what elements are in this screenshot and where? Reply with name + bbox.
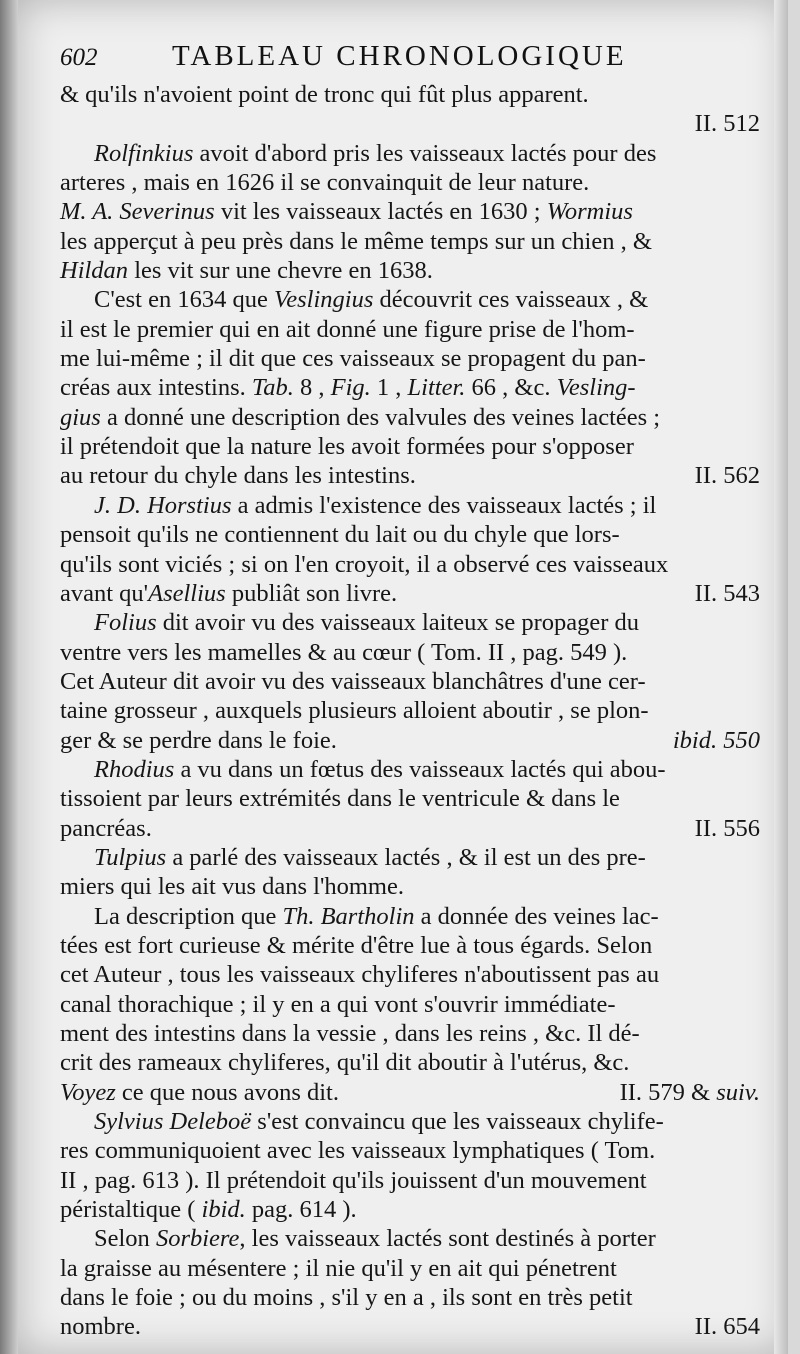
text-line: Rolfinkius avoit d'abord pris les vaisseaux lactés pour des xyxy=(94,139,657,167)
text-line: les apperçut à peu près dans le même temps sur un chien , & xyxy=(60,227,652,255)
text-line: crit des rameaux chyliferes, qu'il dit aboutir à l'utérus, &c. xyxy=(60,1049,630,1077)
author-name: Sylvius Deleboë xyxy=(94,1108,252,1136)
page-number: 602 xyxy=(60,44,98,71)
text-line: Selon Sorbiere, les vaisseaux lactés sont destinés à porter xyxy=(94,1225,656,1253)
text-line: & qu'ils n'avoient point de tronc qui fût plus apparent. xyxy=(60,81,589,108)
text-line: dans le foie ; ou du moins , s'il y en a , ils sont en très petit xyxy=(60,1284,633,1312)
author-name: Th. Bartholin xyxy=(282,902,415,930)
page-header xyxy=(60,38,760,78)
text-line: Sylvius Deleboë s'est convaincu que les vaisseaux chylife- xyxy=(94,1108,664,1136)
author-name: Veslingius xyxy=(273,286,374,314)
text-line: nombre. II. 654 xyxy=(60,1313,760,1341)
volume-reference: II. 512 xyxy=(694,110,760,138)
author-name: Asellius xyxy=(148,579,226,607)
text-line: il est le premier qui en ait donné une figure prise de l'hom- xyxy=(60,315,635,343)
text-line: res communiquoient avec les vaisseaux lymphatiques ( Tom. xyxy=(60,1137,656,1165)
text-line: Cet Auteur dit avoir vu des vaisseaux blanchâtres d'une cer- xyxy=(60,667,646,695)
text-line: ger & se perdre dans le foie. ibid. 550 xyxy=(60,726,760,754)
text-line: qu'ils sont viciés ; si on l'en croyoit, il a observé ces vaisseaux xyxy=(60,550,669,578)
text-line: Tulpius a parlé des vaisseaux lactés , & il est un des pre- xyxy=(94,843,646,871)
author-name: gius xyxy=(60,403,101,431)
author-name: Rhodius xyxy=(94,755,175,783)
text-line: tées est fort curieuse & mérite d'être lue à tous égards. Selon xyxy=(60,931,653,959)
author-name: Sorbiere xyxy=(155,1225,240,1253)
text-line: M. A. Severinus vit les vaisseaux lactés en 1630 ; Wormius xyxy=(60,198,633,226)
text-line: C'est en 1634 que Veslingius découvrit ces vaisseaux , & xyxy=(94,286,649,314)
author-name: Wormius xyxy=(546,198,633,226)
text-line: me lui-même ; il dit que ces vaisseaux se propagent du pan- xyxy=(60,345,646,373)
running-head: TABLEAU CHRONOLOGIQUE xyxy=(172,40,627,72)
volume-reference: ibid. 550 xyxy=(672,726,760,754)
author-name: M. A. Severinus xyxy=(60,198,215,226)
text-line: créas aux intestins. Tab. 8 , Fig. 1 , Litter. 66 , &c. Vesling- xyxy=(60,374,636,402)
text-line: péristaltique ( ibid. pag. 614 ). xyxy=(60,1196,357,1224)
volume-reference: II. 543 xyxy=(694,579,760,607)
text-line: cet Auteur , tous les vaisseaux chyliferes n'aboutissent pas au xyxy=(60,961,660,989)
text-line: J. D. Horstius a admis l'existence des vaisseaux lactés ; il xyxy=(94,491,657,519)
text-line: ment des intestins dans la vessie , dans les reins , &c. Il dé- xyxy=(60,1020,640,1047)
author-name: Folius xyxy=(94,609,157,637)
text-line: pensoit qu'ils ne contiennent du lait ou du chyle que lors- xyxy=(60,521,620,549)
text-line: taine grosseur , auxquels plusieurs alloient aboutir , se plon- xyxy=(60,697,649,725)
text-line: il prétendoit que la nature les avoit formées pour s'opposer xyxy=(60,433,634,461)
page-gutter-shadow xyxy=(0,0,18,1354)
volume-reference: II. 654 xyxy=(694,1313,760,1341)
text-line: au retour du chyle dans les intestins. II. 562 xyxy=(60,462,760,490)
author-name: Vesling- xyxy=(556,374,636,402)
volume-reference: II. 556 xyxy=(694,814,760,842)
text-line: miers qui les ait vus dans l'homme. xyxy=(60,873,404,901)
volume-reference: II. 579 & suiv. xyxy=(619,1078,760,1106)
text-line: II , pag. 613 ). Il prétendoit qu'ils jouissent d'un mouvement xyxy=(60,1166,647,1194)
text-line xyxy=(60,109,760,138)
text-line: Rhodius a vu dans un fœtus des vaisseaux lactés qui abou- xyxy=(94,755,666,783)
text-line: canal thorachique ; il y en a qui vont s'ouvrir immédiate- xyxy=(60,990,616,1018)
text-line: Folius dit avoir vu des vaisseaux laiteux se propager du xyxy=(94,609,640,637)
text-line: la graisse au mésentere ; il nie qu'il y en ait qui pénetrent xyxy=(60,1254,617,1282)
text-line: arteres , mais en 1626 il se convainquit de leur nature. xyxy=(60,169,590,197)
volume-reference: II. 562 xyxy=(694,462,760,490)
text-line: La description que Th. Bartholin a donnée des veines lac- xyxy=(94,902,659,930)
text-line: Hildan les vit sur une chevre en 1638. xyxy=(60,257,433,285)
text-line: ventre vers les mamelles & au cœur ( Tom. II , pag. 549 ). xyxy=(60,638,628,666)
text-line: tissoient par leurs extrémités dans le ventricule & dans le xyxy=(60,785,620,813)
author-name: Tulpius xyxy=(94,843,167,871)
text-line: gius a donné une description des valvules des veines lactées ; xyxy=(60,403,661,431)
author-name: Hildan xyxy=(60,257,129,285)
page-body xyxy=(60,80,760,1342)
text-line: avant qu'Asellius publiât son livre. II. 543 xyxy=(60,579,760,607)
text-line: pancréas. II. 556 xyxy=(60,814,760,842)
page-edge xyxy=(774,0,788,1354)
text-line: Voyez ce que nous avons dit. II. 579 & suiv. xyxy=(60,1078,760,1106)
author-name: Rolfinkius xyxy=(94,139,194,167)
author-name: J. D. Horstius xyxy=(94,491,232,519)
